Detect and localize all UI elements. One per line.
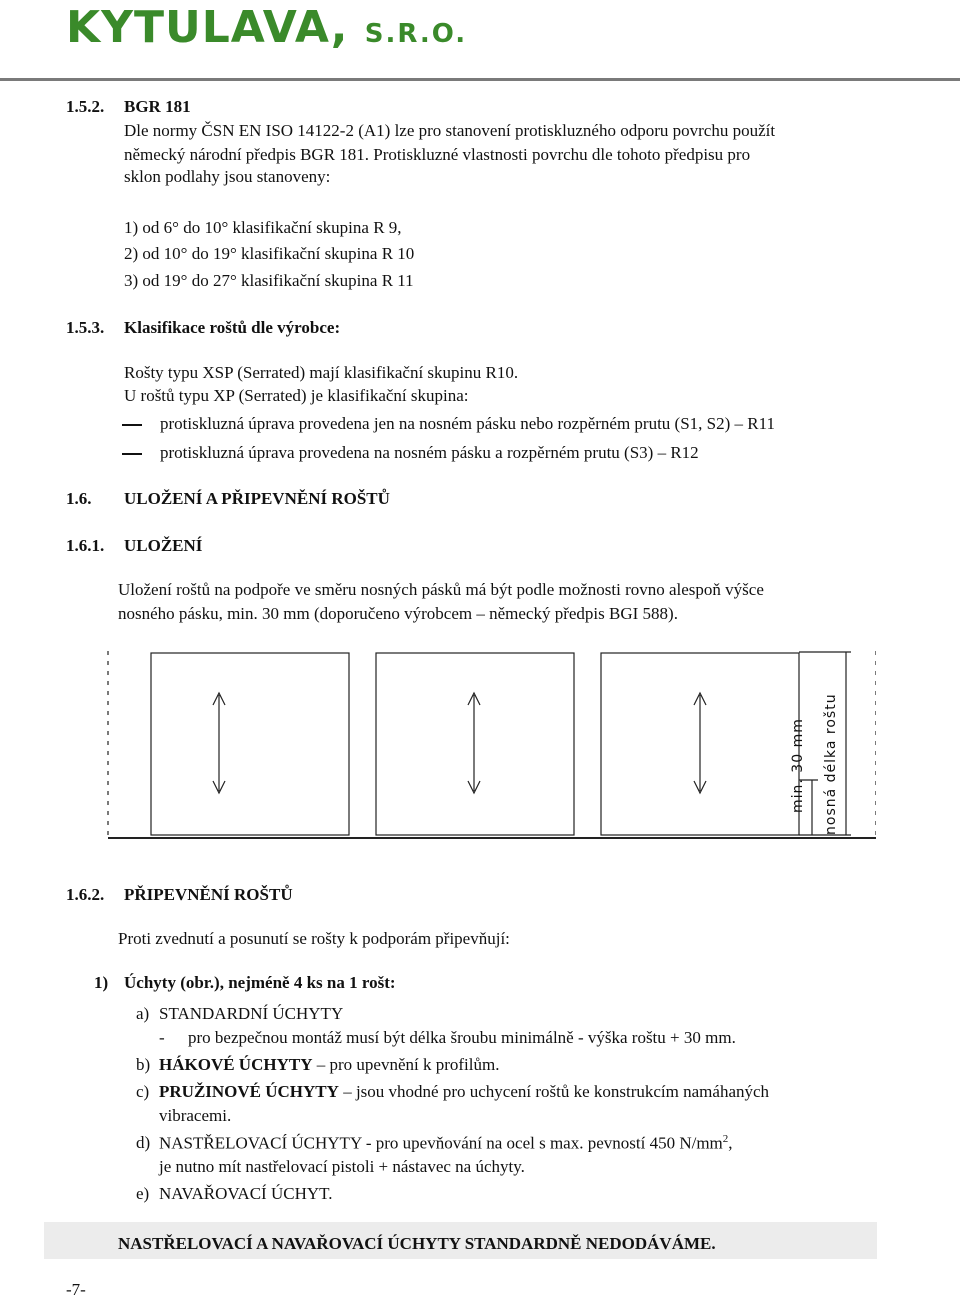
item-c-text-2: vibracemi.: [159, 1106, 232, 1125]
section-162-line-1: Proti zvednutí a posunutí se rošty k podporám připevňují:: [118, 929, 510, 948]
bullet-dash: [122, 424, 142, 426]
section-153-title: Klasifikace roštů dle výrobce:: [124, 318, 341, 337]
diagram-svg: [106, 645, 876, 865]
logo-main: KYTULAVA,: [66, 2, 349, 53]
company-logo: [66, 2, 467, 53]
item-d-letter: d): [136, 1133, 151, 1152]
item-b-title: HÁKOVÉ ÚCHYTY: [159, 1055, 313, 1074]
item-a-letter: a): [136, 1004, 150, 1023]
section-16-title: ULOŽENÍ A PŘIPEVNĚNÍ ROŠTŮ: [124, 489, 390, 508]
label-min-30mm: min. 30 mm: [790, 718, 806, 813]
section-153-line-2: U roštů typu XP (Serrated) je klasifikační skupina:: [124, 386, 469, 405]
section-152-number: 1.5.2.: [66, 97, 105, 116]
section-152-line-1: Dle normy ČSN EN ISO 14122-2 (A1) lze pro stanovení protiskluzného odporu povrchu použít: [124, 121, 776, 140]
slope-item-2: 2) od 10° do 19° klasifikační skupina R 10: [124, 244, 415, 263]
header-rule: [0, 78, 960, 81]
section-161-number: 1.6.1.: [66, 536, 105, 555]
section-16-number: 1.6.: [66, 489, 92, 508]
item-b-letter: b): [136, 1055, 151, 1074]
item-c-title: PRUŽINOVÉ ÚCHYTY: [159, 1082, 339, 1101]
section-152-line-3: sklon podlahy jsou stanoveny:: [124, 167, 331, 186]
section-161-line-2: nosného pásku, min. 30 mm (doporučeno výrobcem – německý předpis BGI 588).: [118, 604, 678, 623]
item-d-superscript: 2: [722, 1133, 729, 1145]
notice-banner-text: NASTŘELOVACÍ A NAVAŘOVACÍ ÚCHYTY STANDARDNĚ NEDODÁVÁME.: [118, 1234, 716, 1253]
label-grating-height: nosná délka roštu: [823, 693, 839, 835]
item-a-text: pro bezpečnou montáž musí být délka šroubu minimálně - výška roštu + 30 mm.: [188, 1028, 736, 1047]
section-162-title: PŘIPEVNĚNÍ ROŠTŮ: [124, 885, 293, 904]
logo-suffix: S.R.O.: [364, 19, 468, 49]
item-d-comma: ,: [728, 1133, 733, 1153]
section-152-line-2: německý národní předpis BGR 181. Protiskluzné vlastnosti povrchu dle tohoto předpisu pro: [124, 145, 751, 164]
item-c-letter: c): [136, 1082, 150, 1101]
bullet-2: protiskluzná úprava provedena na nosném pásku a rozpěrném prutu (S3) – R12: [160, 443, 699, 462]
section-162-number: 1.6.2.: [66, 885, 105, 904]
bullet-1: protiskluzná úprava provedena jen na nosném pásku nebo rozpěrném prutu (S1, S2) – R11: [160, 414, 775, 433]
section-161-line-1: Uložení roštů na podpoře ve směru nosných pásků má být podle možnosti rovno alespoň výšce: [118, 580, 764, 599]
item-a-dash: -: [159, 1028, 165, 1047]
item-1-title: Úchyty (obr.), nejméně 4 ks na 1 rošt:: [124, 973, 396, 992]
slope-item-1: 1) od 6° do 10° klasifikační skupina R 9,: [124, 218, 402, 237]
item-b-text: – pro upevnění k profilům.: [316, 1055, 500, 1074]
item-c-text: – jsou vhodné pro uchycení roštů ke konstrukcím namáhaných: [343, 1082, 770, 1101]
bullet-dash: [122, 453, 142, 455]
grating-support-diagram: [106, 645, 876, 865]
item-d-text: NASTŘELOVACÍ ÚCHYTY - pro upevňování na ocel s max. pevností 450 N/mm: [159, 1133, 723, 1153]
section-153-line-1: Rošty typu XSP (Serrated) mají klasifikační skupinu R10.: [124, 363, 519, 382]
section-161-title: ULOŽENÍ: [124, 536, 203, 555]
page-number: -7-: [66, 1280, 86, 1299]
section-153-number: 1.5.3.: [66, 318, 105, 337]
item-d-text-2: je nutno mít nastřelovací pistoli + nástavec na úchyty.: [159, 1157, 525, 1176]
section-152-title: BGR 181: [124, 97, 191, 116]
item-1-number: 1): [94, 973, 109, 992]
item-e-text: NAVAŘOVACÍ ÚCHYT.: [159, 1184, 333, 1203]
item-e-letter: e): [136, 1184, 150, 1203]
slope-item-3: 3) od 19° do 27° klasifikační skupina R 11: [124, 271, 414, 290]
item-a-title: STANDARDNÍ ÚCHYTY: [159, 1004, 344, 1023]
